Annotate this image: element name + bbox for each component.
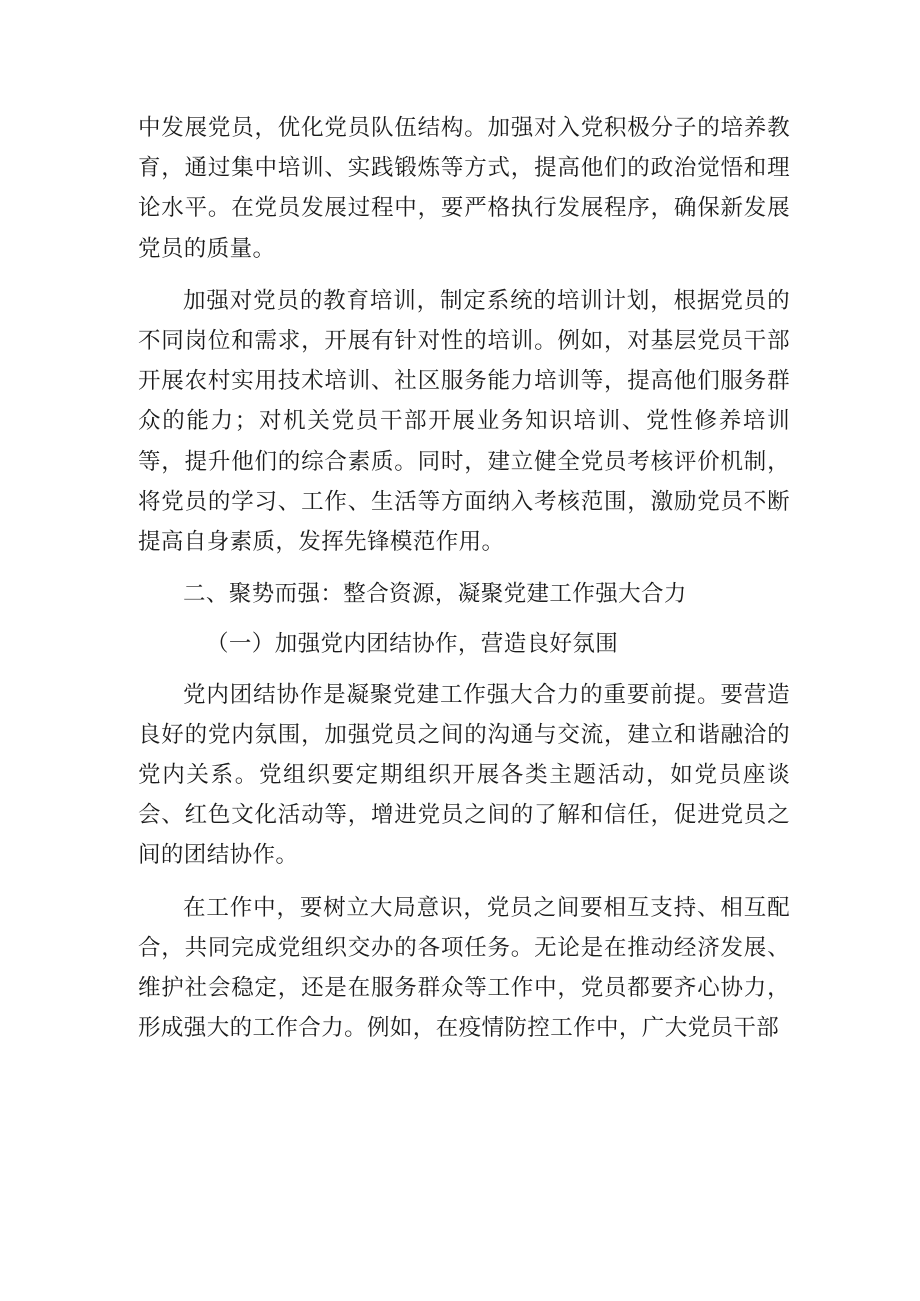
paragraph-party-member-development: 中发展党员，优化党员队伍结构。加强对入党积极分子的培养教育，通过集中培训、实践锻炼等方式，提高他们的政治觉悟和理论水平。在党员发展过程中，要严格执行发展程序，确保新发展党员的质量。 [138,115,790,262]
document-body [138,108,790,1060]
paragraph-education-training: 加强对党员的教育培训，制定系统的培训计划，根据党员的不同岗位和需求，开展有针对性的培训。例如，对基层党员干部开展农村实用技术培训、社区服务能力培训等，提高他们服务群众的能力；对机关党员干部开展业务知识培训、党性修养培训等，提升他们的综合素质。同时，建立健全党员考核评价机制，将党员的学习、工作、生活等方面纳入考核范围，激励党员不断提高自身素质，发挥先锋模范作用。 [138,287,790,556]
paragraph-unity-cooperation: 党内团结协作是凝聚党建工作强大合力的重要前提。要营造良好的党内氛围，加强党员之间的沟通与交流，建立和谐融洽的党内关系。党组织要定期组织开展各类主题活动，如党员座谈会、红色文化活动等，增进党员之间的了解和信任，促进党员之间的团结协作。 [138,681,790,869]
section-heading-2: 二、聚势而强：整合资源，凝聚党建工作强大合力 [183,581,687,608]
subsection-heading-2-1: （一）加强党内团结协作，营造良好氛围 [206,631,619,658]
paragraph-overall-awareness: 在工作中，要树立大局意识，党员之间要相互支持、相互配合，共同完成党组织交办的各项任务。无论是在推动经济发展、维护社会稳定，还是在服务群众等工作中，党员都要齐心协力，形成强大的工作合力。例如，在疫情防控工作中，广大党员干部 [138,894,790,1042]
